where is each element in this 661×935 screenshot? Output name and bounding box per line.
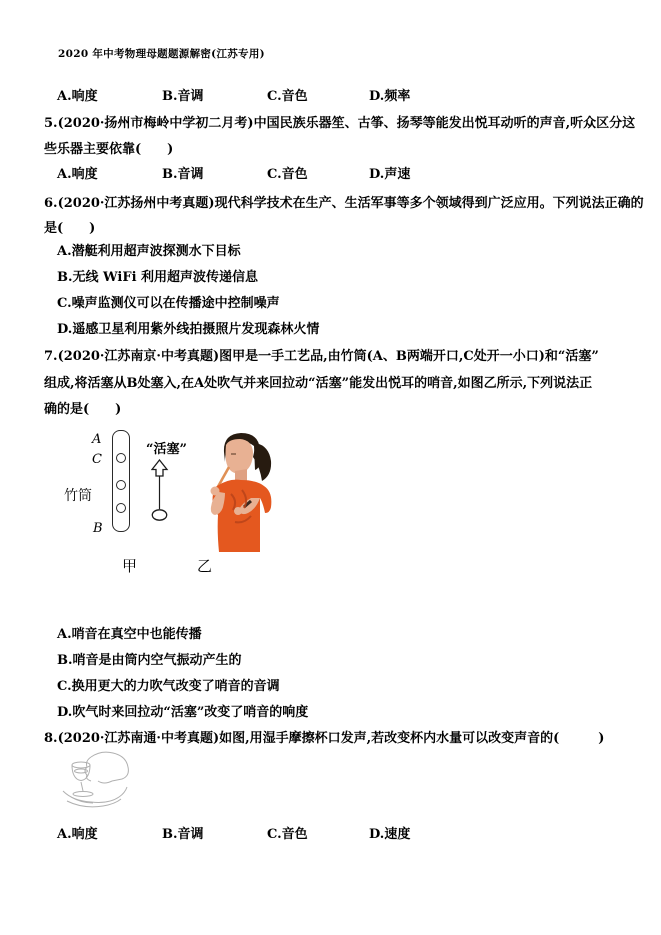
q8-option-b: B.音调	[162, 827, 204, 842]
tube-hole-2	[116, 480, 126, 490]
q7-option-b: B.哨音是由筒内空气振动产生的	[57, 653, 242, 668]
piston-arrow-icon	[151, 459, 169, 523]
page-header-title: 2020 年中考物理母题题源解密(江苏专用)	[58, 48, 265, 60]
figure-label-piston: “活塞”	[146, 442, 187, 457]
q7-option-d: D.吹气时来回拉动“活塞”改变了哨音的响度	[57, 705, 309, 720]
q8-options-row	[57, 823, 410, 842]
q5-option-b: B.音调	[162, 167, 204, 182]
q5-option-a: A.响度	[57, 167, 98, 182]
figure-caption-jia: 甲	[122, 557, 138, 575]
tube-hole-3	[116, 503, 126, 513]
figure-label-c: C	[92, 452, 102, 467]
q4-options-row	[57, 85, 410, 104]
q6-option-d: D.遥感卫星利用紫外线拍摄照片发现森林火情	[57, 322, 320, 337]
q6-option-a: A.潜艇利用超声波探测水下目标	[57, 244, 241, 259]
q8-text-line-1: 8.(2020·江苏南通·中考真题)如图,用湿手摩擦杯口发声,若改变杯内水量可以改变声音的( )	[44, 731, 605, 746]
q8-option-a: A.响度	[57, 827, 98, 842]
q4-option-c: C.音色	[267, 89, 308, 104]
q5-text-line-2: 些乐器主要依靠( )	[44, 142, 174, 157]
piston-arrow-drawing	[151, 459, 169, 523]
q5-text-line-1: 5.(2020·扬州市梅岭中学初二月考)中国民族乐器笙、古筝、扬琴等能发出悦耳动听的声音,听众区分这	[44, 116, 636, 131]
figure-label-a: A	[92, 432, 102, 447]
q6-option-b: B.无线 WiFi 利用超声波传递信息	[57, 270, 259, 285]
q8-option-c: C.音色	[267, 827, 308, 842]
figure-label-bamboo-tube: 竹筒	[64, 488, 92, 504]
figure-caption-yi: 乙	[197, 557, 213, 575]
q6-option-c: C.噪声监测仪可以在传播途中控制噪声	[57, 296, 280, 311]
q5-option-c: C.音色	[267, 167, 308, 182]
glass-hand-sketch	[57, 751, 135, 813]
q7-text-line-2: 组成,将活塞从B处塞入,在A处吹气并来回拉动“活塞”能发出悦耳的哨音,如图乙所示,下列说法正	[44, 376, 593, 391]
q7-text-line-3: 确的是( )	[44, 402, 122, 417]
q8-option-d: D.速度	[369, 827, 411, 842]
q4-option-b: B.音调	[162, 89, 204, 104]
q6-text-line-1: 6.(2020·江苏扬州中考真题)现代科学技术在生产、生活军事等多个领域得到广泛应用。下列说法正确的	[44, 196, 644, 211]
q7-option-c: C.换用更大的力吹气改变了哨音的音调	[57, 679, 280, 694]
q5-options-row	[57, 163, 410, 182]
tube-hole-1	[116, 453, 126, 463]
q4-option-d: D.频率	[369, 89, 411, 104]
q5-option-d: D.声速	[369, 167, 411, 182]
figure-label-b: B	[93, 521, 103, 536]
q4-option-a: A.响度	[57, 89, 98, 104]
woman-photo-illustration	[198, 430, 281, 557]
photo-woman-blowing-whistle	[198, 430, 281, 557]
figure-hand-rubbing-glass	[57, 751, 135, 813]
q6-text-line-2: 是( )	[44, 221, 96, 236]
q7-text-line-1: 7.(2020·江苏南京·中考真题)图甲是一手工艺品,由竹筒(A、B两端开口,C处开一小口)和“活塞”	[44, 349, 599, 364]
q7-option-a: A.哨音在真空中也能传播	[57, 627, 202, 642]
